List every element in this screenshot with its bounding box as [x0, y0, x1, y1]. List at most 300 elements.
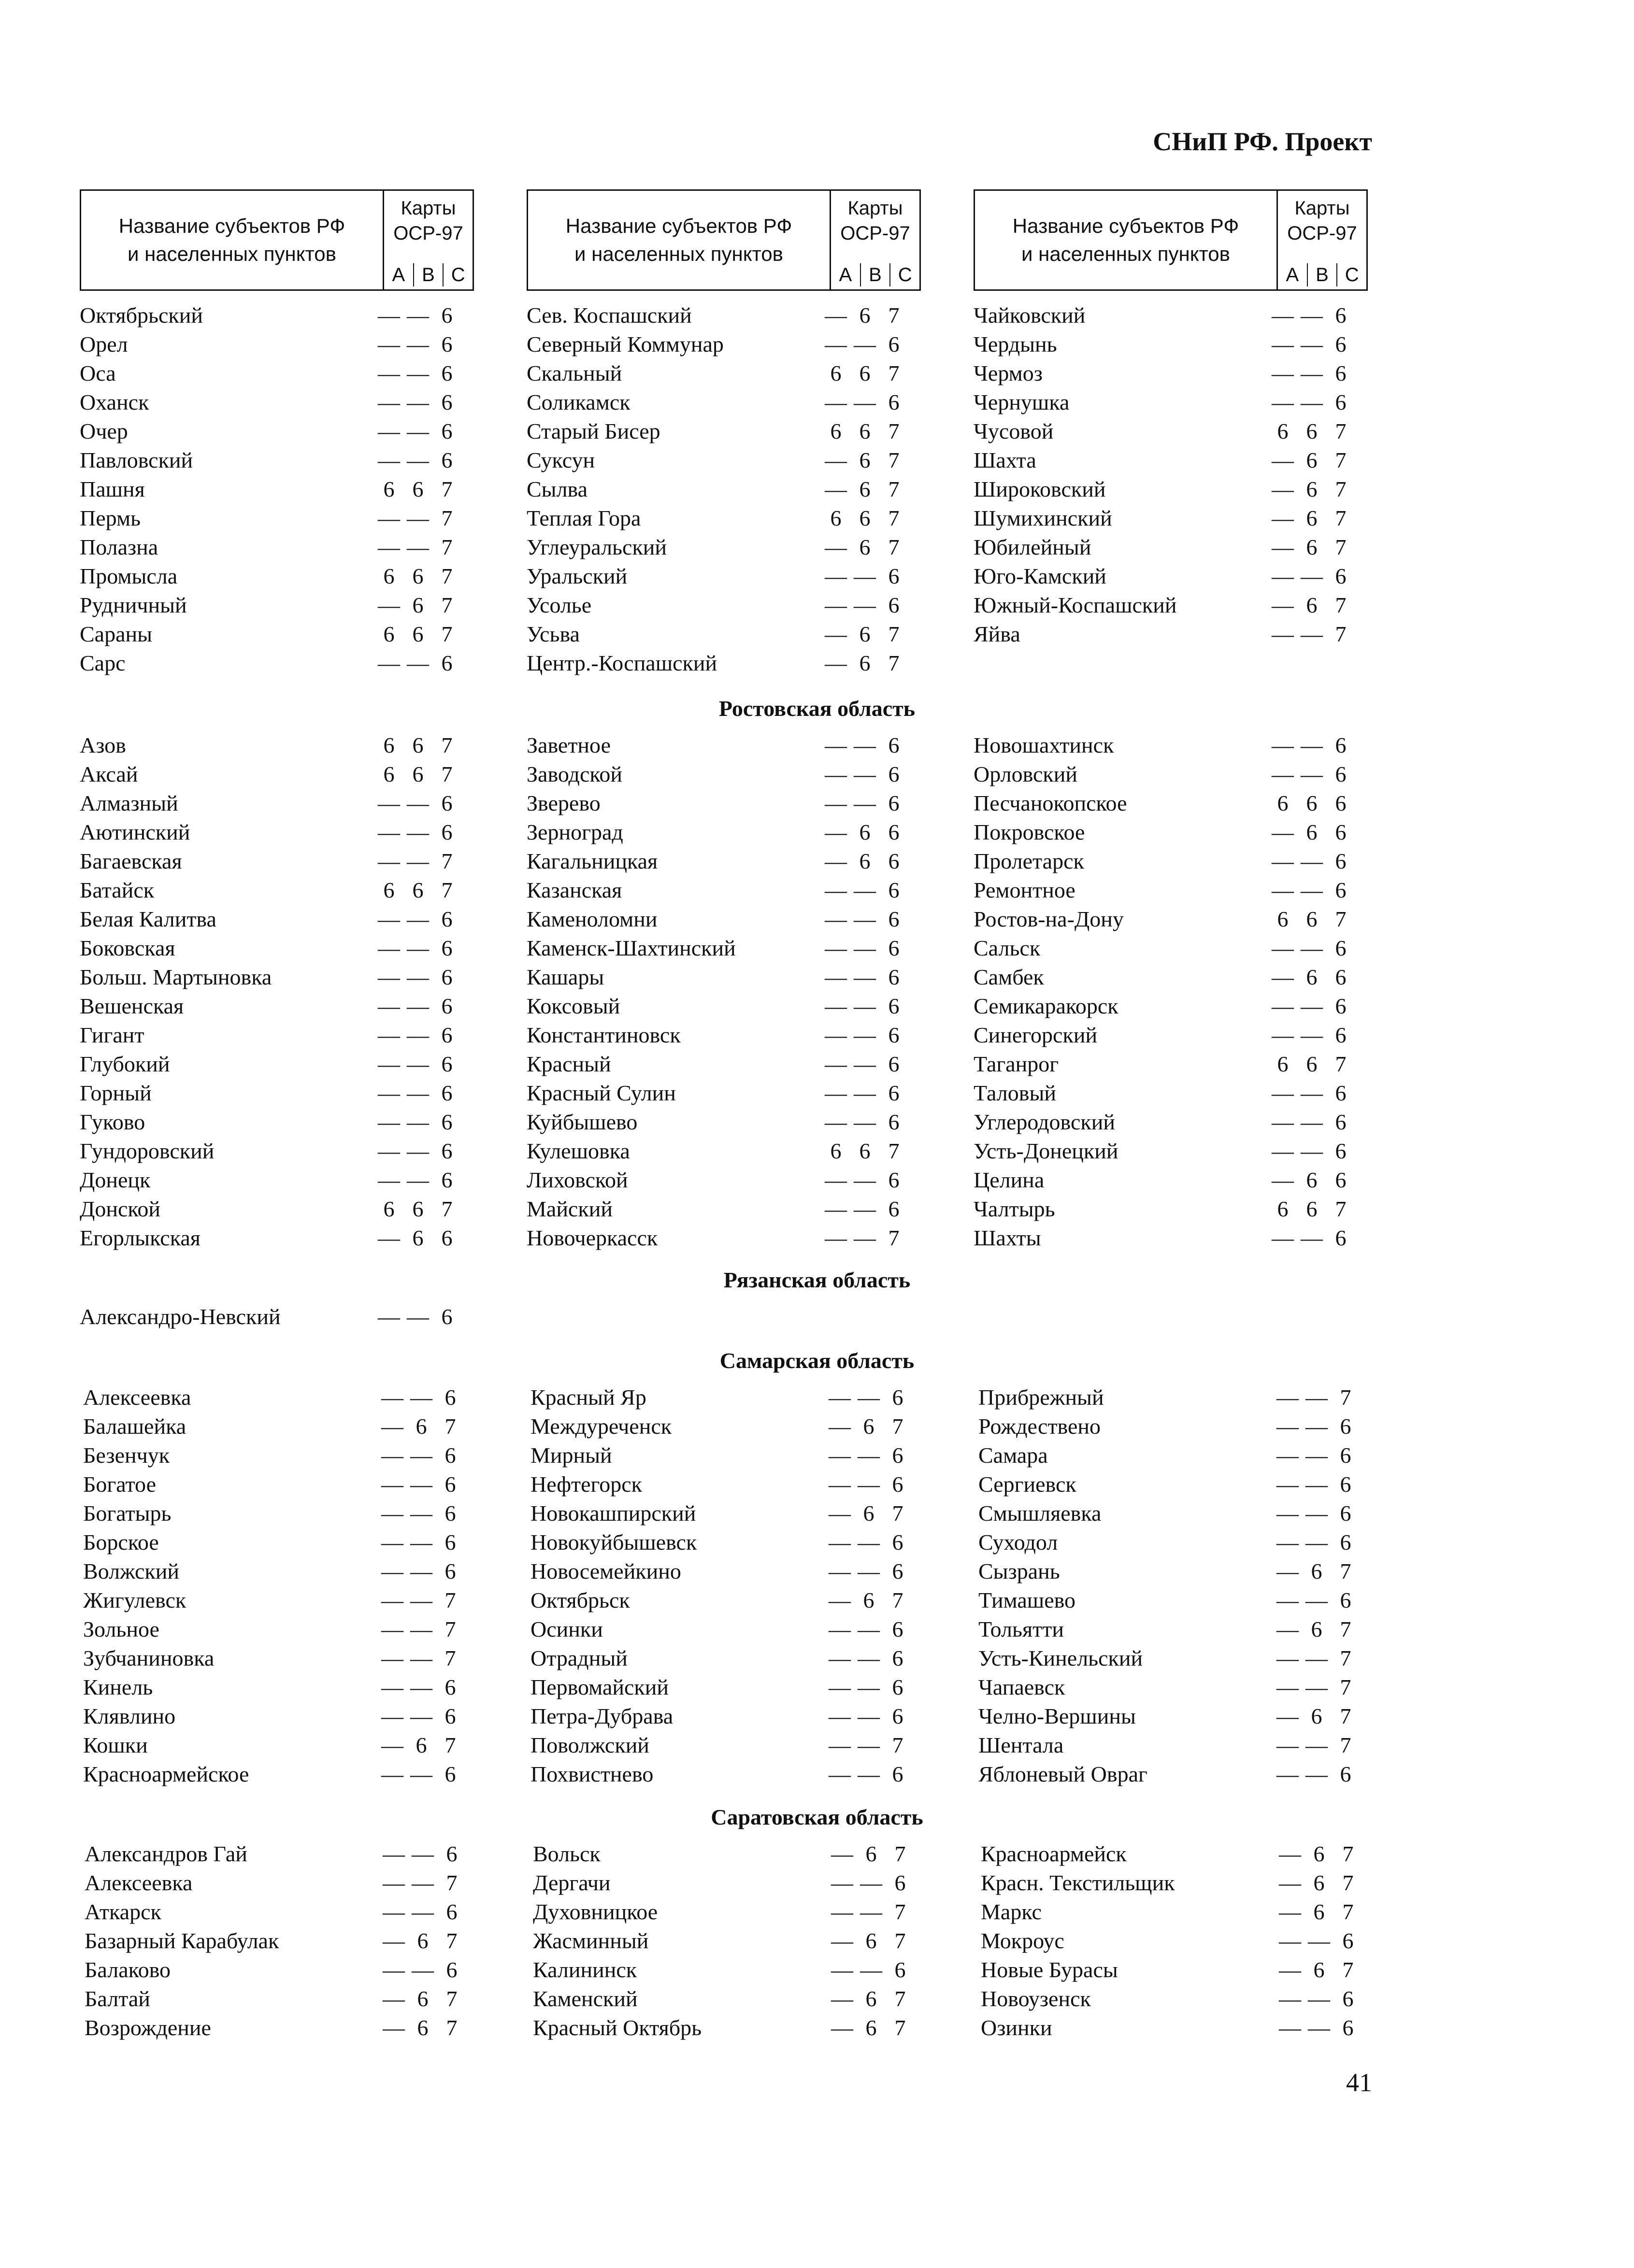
map-b-value: — [410, 1675, 432, 1699]
settlement-name: Каменский [533, 1986, 638, 2011]
map-a-value: — [831, 1957, 853, 1982]
table-row [80, 1050, 481, 1079]
table-row [527, 905, 928, 934]
map-b-value: — [854, 332, 876, 357]
table-row [80, 731, 481, 760]
map-b-value: — [854, 733, 876, 757]
map-c-value: 7 [446, 2015, 458, 2040]
table-row [974, 731, 1375, 760]
map-a-value: 6 [383, 762, 395, 786]
map-a-value: — [381, 1588, 403, 1612]
table-row [974, 446, 1375, 475]
table-row [530, 1383, 932, 1412]
map-a-value: — [378, 535, 400, 559]
map-a-value: — [825, 820, 847, 844]
table-row [978, 1731, 1379, 1760]
map-b-value: — [1305, 1530, 1328, 1555]
map-c-value: 6 [888, 791, 900, 815]
map-a-value: — [381, 1472, 403, 1497]
map-b-value: — [410, 1443, 432, 1468]
map-b-value: — [854, 593, 876, 617]
map-b-value: — [854, 1052, 876, 1076]
table-row [981, 1897, 1382, 1926]
table-row [80, 562, 481, 591]
map-c-value: 6 [894, 1957, 906, 1982]
map-c-value: 6 [1335, 1081, 1347, 1105]
map-a-value: — [825, 1081, 847, 1105]
map-a-value: — [381, 1501, 403, 1526]
map-a-value: 6 [1277, 419, 1289, 443]
column-2 [527, 731, 928, 1253]
map-b-value: — [854, 1226, 876, 1250]
header-col-a: А [392, 264, 405, 285]
table-row [978, 1441, 1379, 1470]
settlement-name: Больш. Мартыновка [80, 965, 272, 989]
map-c-value: 7 [1340, 1559, 1351, 1583]
map-c-value: 7 [1335, 907, 1347, 931]
table-row [80, 1302, 481, 1331]
table-row [974, 1021, 1375, 1050]
settlement-name: Тимашево [978, 1588, 1076, 1612]
map-b-value: — [407, 1023, 429, 1047]
map-a-value: 6 [830, 1139, 842, 1163]
table-row [527, 1050, 928, 1079]
map-b-value: — [1305, 1675, 1328, 1699]
table-row [80, 992, 481, 1021]
map-b-value: — [1301, 1023, 1323, 1047]
map-c-value: 6 [444, 1704, 456, 1728]
map-b-value: 6 [1313, 1957, 1325, 1982]
map-b-value: — [854, 1081, 876, 1105]
settlement-name: Безенчук [83, 1443, 170, 1468]
table-row [80, 963, 481, 992]
map-b-value: — [854, 762, 876, 786]
settlement-name: Синегорский [974, 1023, 1098, 1047]
map-c-value: 6 [441, 1081, 453, 1105]
settlement-name: Уральский [527, 564, 628, 588]
map-a-value: — [825, 849, 847, 873]
settlement-name: Нефтегорск [530, 1472, 643, 1497]
map-b-value: — [854, 994, 876, 1018]
map-c-value: 7 [441, 622, 453, 646]
map-a-value: — [1276, 1559, 1299, 1583]
map-a-value: 6 [830, 419, 842, 443]
settlement-name: Богатое [83, 1472, 156, 1497]
map-c-value: 6 [1335, 849, 1347, 873]
settlement-name: Оханск [80, 390, 149, 414]
table-row [978, 1383, 1379, 1412]
map-a-value: — [829, 1646, 851, 1670]
map-c-value: 6 [1335, 390, 1347, 414]
map-a-value: — [1272, 849, 1294, 873]
settlement-name: Чалтырь [974, 1197, 1055, 1221]
map-c-value: 7 [444, 1646, 456, 1670]
map-c-value: 7 [1342, 1957, 1354, 1982]
map-a-value: — [381, 1530, 403, 1555]
table-row [527, 992, 928, 1021]
map-c-value: 7 [444, 1414, 456, 1439]
column-3 [978, 1383, 1379, 1789]
map-c-value: 7 [1335, 448, 1347, 472]
map-b-value: 6 [1313, 1899, 1325, 1924]
header-col-b: В [860, 263, 890, 286]
settlement-name: Октябрьск [530, 1588, 630, 1612]
map-b-value: 6 [417, 1928, 429, 1953]
column-3 [981, 1840, 1382, 2042]
table-row [85, 1984, 486, 2013]
map-b-value: — [858, 1733, 880, 1757]
settlement-name: Красный Сулин [527, 1081, 676, 1105]
map-b-value: — [412, 1899, 434, 1924]
map-a-value: — [378, 303, 400, 328]
map-a-value: — [1276, 1472, 1299, 1497]
settlement-name: Волжский [83, 1559, 179, 1583]
table-row [85, 2013, 486, 2042]
settlement-name: Вольск [533, 1841, 601, 1866]
map-a-value: — [1279, 1870, 1301, 1895]
map-b-value: — [407, 419, 429, 443]
map-c-value: 6 [444, 1443, 456, 1468]
header-name-line1: Название субъектов РФ [1012, 214, 1239, 237]
settlement-name: Балтай [85, 1986, 150, 2011]
section-title: Рязанская область [723, 1268, 911, 1292]
table-row [974, 1195, 1375, 1224]
map-c-value: 7 [441, 535, 453, 559]
settlement-name: Жигулевск [83, 1588, 186, 1612]
table-row [80, 934, 481, 963]
map-b-value: — [854, 907, 876, 931]
map-c-value: 7 [1335, 622, 1347, 646]
header-map-line1: Карты [401, 198, 456, 219]
settlement-name: Красноармейское [83, 1762, 249, 1786]
map-b-value: — [407, 820, 429, 844]
settlement-name: Целина [974, 1168, 1045, 1192]
table-row [80, 1108, 481, 1137]
map-b-value: — [407, 1168, 429, 1192]
map-b-value: — [1301, 332, 1323, 357]
map-b-value: — [858, 1472, 880, 1497]
map-a-value: — [825, 390, 847, 414]
map-c-value: 6 [888, 390, 900, 414]
map-a-value: — [1272, 535, 1294, 559]
table-row [974, 359, 1375, 388]
map-c-value: 6 [446, 1899, 458, 1924]
map-a-value: — [1272, 1110, 1294, 1134]
table-row [527, 934, 928, 963]
map-c-value: 6 [446, 1957, 458, 1982]
settlement-name: Шумихинский [974, 506, 1112, 530]
map-b-value: 6 [412, 477, 424, 501]
map-b-value: 6 [863, 1501, 874, 1526]
map-a-value: 6 [830, 506, 842, 530]
map-b-value: 6 [859, 1139, 871, 1163]
table-row [974, 562, 1375, 591]
map-b-value: — [860, 1957, 882, 1982]
map-b-value: 6 [859, 419, 871, 443]
map-b-value: — [1301, 390, 1323, 414]
section-title: Ростовская область [718, 696, 916, 721]
table-row [533, 1869, 934, 1897]
settlement-name: Казанская [527, 878, 622, 902]
map-c-value: 7 [1335, 477, 1347, 501]
settlement-name: Новокашпирский [530, 1501, 696, 1526]
map-a-value: — [829, 1501, 851, 1526]
map-b-value: — [858, 1559, 880, 1583]
table-header-box [527, 189, 921, 291]
map-a-value: — [378, 849, 400, 873]
map-a-value: — [1272, 1139, 1294, 1163]
column-2 [530, 1383, 932, 1789]
map-b-value: — [1305, 1733, 1328, 1757]
map-a-value: — [829, 1472, 851, 1497]
settlement-name: Каменоломни [527, 907, 658, 931]
map-c-value: 6 [888, 332, 900, 357]
settlement-name: Песчанокопское [974, 791, 1127, 815]
table-row [978, 1412, 1379, 1441]
table-row [974, 847, 1375, 876]
settlement-name: Гуково [80, 1110, 145, 1134]
settlement-name: Юбилейный [974, 535, 1091, 559]
map-c-value: 6 [894, 1870, 906, 1895]
map-b-value: — [410, 1530, 432, 1555]
settlement-name: Чайковский [974, 303, 1086, 328]
settlement-name: Таганрог [974, 1052, 1059, 1076]
map-a-value: 6 [383, 733, 395, 757]
header-col-c: С [889, 263, 919, 286]
map-c-value: 7 [888, 651, 900, 675]
map-a-value: — [825, 1023, 847, 1047]
table-row [85, 1840, 486, 1869]
map-a-value: — [829, 1762, 851, 1786]
map-c-value: 7 [446, 1986, 458, 2011]
map-a-value: — [1276, 1385, 1299, 1410]
map-c-value: 7 [446, 1928, 458, 1953]
map-b-value: 6 [865, 1928, 877, 1953]
map-b-value: — [1301, 564, 1323, 588]
settlement-name: Орловский [974, 762, 1078, 786]
settlement-name: Заводской [527, 762, 622, 786]
map-b-value: — [410, 1559, 432, 1583]
map-c-value: 7 [894, 1899, 906, 1924]
map-c-value: 6 [441, 332, 453, 357]
map-b-value: — [854, 564, 876, 588]
map-a-value: — [1279, 2015, 1301, 2040]
settlement-name: Заветное [527, 733, 611, 757]
map-b-value: — [410, 1704, 432, 1728]
map-c-value: 6 [1340, 1414, 1351, 1439]
settlement-name: Новочеркасск [527, 1226, 658, 1250]
settlement-name: Полазна [80, 535, 158, 559]
table-row [974, 934, 1375, 963]
header-col-a: А [1286, 264, 1299, 285]
map-c-value: 7 [1335, 506, 1347, 530]
page-header-title: СНиП РФ. Проект [1153, 127, 1372, 156]
map-b-value: — [860, 1899, 882, 1924]
map-b-value: — [1305, 1501, 1328, 1526]
map-b-value: 6 [1306, 593, 1318, 617]
map-c-value: 6 [1335, 878, 1347, 902]
settlement-name: Аткарск [85, 1899, 161, 1924]
map-c-value: 6 [446, 1841, 458, 1866]
map-c-value: 7 [1340, 1617, 1351, 1641]
map-b-value: 6 [412, 622, 424, 646]
map-a-value: — [831, 2015, 853, 2040]
table-row [83, 1615, 484, 1644]
table-row [530, 1499, 932, 1528]
settlement-name: Усть-Кинельский [978, 1646, 1143, 1670]
settlement-name: Азов [80, 733, 126, 757]
map-c-value: 6 [444, 1559, 456, 1583]
map-a-value: — [378, 1139, 400, 1163]
map-b-value: 6 [1306, 448, 1318, 472]
map-a-value: — [829, 1559, 851, 1583]
map-b-value: — [407, 361, 429, 385]
map-a-value: — [381, 1443, 403, 1468]
map-a-value: — [378, 820, 400, 844]
map-b-value: — [1305, 1443, 1328, 1468]
map-c-value: 7 [1342, 1870, 1354, 1895]
map-a-value: — [1276, 1704, 1299, 1728]
table-row [974, 992, 1375, 1021]
map-b-value: — [407, 1139, 429, 1163]
settlement-name: Сызрань [978, 1559, 1060, 1583]
table-row [527, 876, 928, 905]
table-row [80, 417, 481, 446]
table-row [978, 1673, 1379, 1702]
map-a-value: — [381, 1675, 403, 1699]
map-b-value: — [858, 1675, 880, 1699]
settlement-name: Зольное [83, 1617, 159, 1641]
map-b-value: 6 [416, 1414, 427, 1439]
map-c-value: 6 [1340, 1472, 1351, 1497]
column-1 [85, 1840, 486, 2042]
table-row [527, 1108, 928, 1137]
map-a-value: — [831, 1870, 853, 1895]
map-c-value: 6 [1335, 1023, 1347, 1047]
settlement-name: Челно-Вершины [978, 1704, 1136, 1728]
map-b-value: — [407, 448, 429, 472]
map-c-value: 6 [441, 1226, 453, 1250]
map-c-value: 6 [1335, 1139, 1347, 1163]
header-name-line2: и населенных пунктов [574, 242, 783, 265]
map-a-value: — [829, 1530, 851, 1555]
table-row [974, 475, 1375, 504]
map-a-value: — [1272, 936, 1294, 960]
map-a-value: — [829, 1733, 851, 1757]
map-b-value: 6 [859, 448, 871, 472]
table-header-box [974, 189, 1368, 291]
map-b-value: — [1305, 1588, 1328, 1612]
settlement-name: Поволжский [530, 1733, 649, 1757]
map-b-value: 6 [1311, 1704, 1322, 1728]
map-a-value: 6 [383, 622, 395, 646]
map-c-value: 6 [892, 1385, 903, 1410]
header-name-line1: Название субъектов РФ [565, 214, 792, 237]
table-row [527, 789, 928, 818]
map-a-value: — [378, 1081, 400, 1105]
table-row [83, 1644, 484, 1673]
table-row [978, 1644, 1379, 1673]
map-b-value: — [854, 1168, 876, 1192]
map-c-value: 6 [1335, 762, 1347, 786]
map-b-value: 6 [416, 1733, 427, 1757]
map-b-value: — [1308, 1928, 1330, 1953]
settlement-name: Красн. Текстильщик [981, 1870, 1175, 1895]
settlement-name: Усолье [527, 593, 592, 617]
map-c-value: 6 [1335, 965, 1347, 989]
map-b-value: 6 [863, 1414, 874, 1439]
map-b-value: — [1301, 361, 1323, 385]
map-c-value: 7 [441, 1197, 453, 1221]
map-a-value: — [825, 332, 847, 357]
map-a-value: — [829, 1617, 851, 1641]
settlement-name: Углеуральский [527, 535, 667, 559]
map-a-value: — [1279, 1957, 1301, 1982]
map-a-value: — [829, 1675, 851, 1699]
table-row [527, 533, 928, 562]
settlement-name: Красный Яр [530, 1385, 646, 1410]
map-b-value: — [1305, 1472, 1328, 1497]
settlement-name: Пермь [80, 506, 141, 530]
table-row [527, 620, 928, 649]
settlement-name: Аксай [80, 762, 138, 786]
settlement-name: Шахта [974, 448, 1036, 472]
map-c-value: 6 [1335, 1168, 1347, 1192]
settlement-name: Новокуйбышевск [530, 1530, 697, 1555]
map-a-value: — [1272, 1023, 1294, 1047]
map-c-value: 6 [888, 994, 900, 1018]
table-row [978, 1528, 1379, 1557]
settlement-name: Орел [80, 332, 128, 357]
map-b-value: — [854, 1197, 876, 1221]
map-a-value: — [378, 1023, 400, 1047]
table-row [83, 1731, 484, 1760]
map-c-value: 6 [1335, 1110, 1347, 1134]
table-row [527, 330, 928, 359]
map-a-value: — [1279, 1899, 1301, 1924]
table-row [80, 876, 481, 905]
table-row [974, 1137, 1375, 1166]
section-title: Самарская область [719, 1348, 915, 1373]
settlement-name: Кулешовка [527, 1139, 630, 1163]
column-3 [974, 731, 1375, 1253]
header-name-line1: Название субъектов РФ [118, 214, 345, 237]
map-c-value: 6 [444, 1762, 456, 1786]
map-c-value: 6 [1340, 1530, 1351, 1555]
map-a-value: — [1272, 477, 1294, 501]
table-row [527, 475, 928, 504]
table-row [533, 1840, 934, 1869]
map-c-value: 6 [888, 593, 900, 617]
settlement-name: Сев. Коспашский [527, 303, 692, 328]
map-c-value: 6 [441, 820, 453, 844]
map-b-value: 6 [859, 361, 871, 385]
settlement-name: Рождествено [978, 1414, 1101, 1439]
table-row [974, 301, 1375, 330]
settlement-name: Батайск [80, 878, 155, 902]
map-a-value: — [831, 1899, 853, 1924]
map-c-value: 6 [444, 1472, 456, 1497]
map-a-value: — [825, 1110, 847, 1134]
settlement-name: Соликамск [527, 390, 631, 414]
map-a-value: — [1272, 1081, 1294, 1105]
map-a-value: — [1272, 593, 1294, 617]
map-a-value: — [378, 419, 400, 443]
map-c-value: 6 [892, 1559, 903, 1583]
map-b-value: 6 [1306, 506, 1318, 530]
map-b-value: — [854, 1023, 876, 1047]
table-row [527, 562, 928, 591]
